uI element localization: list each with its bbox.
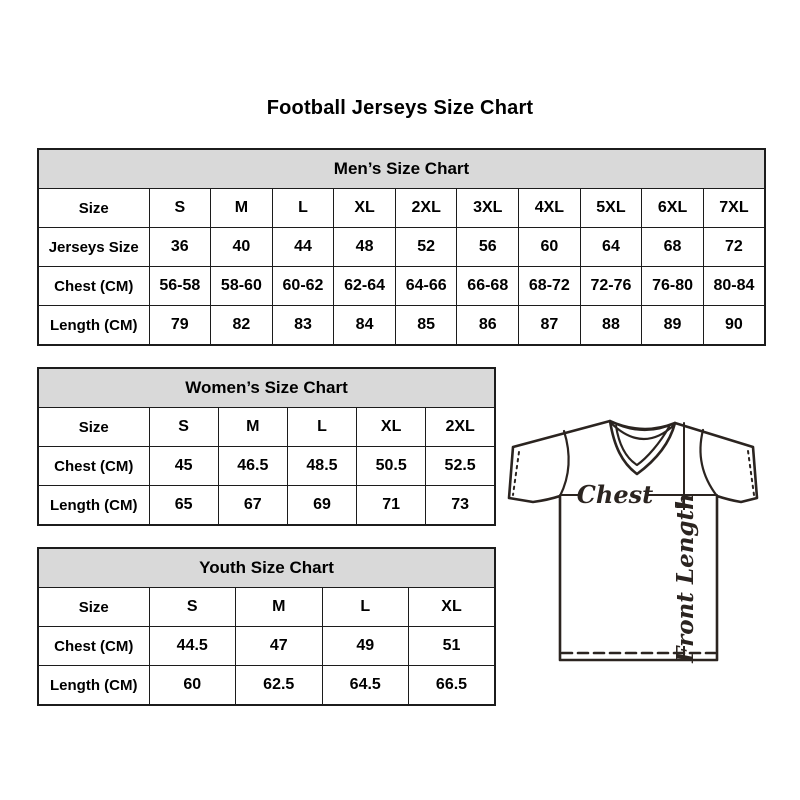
womens-table-header: Women’s Size Chart: [38, 368, 495, 408]
table-cell: 47: [236, 627, 323, 666]
table-cell: 72: [703, 228, 765, 267]
table-cell: 44.5: [149, 627, 236, 666]
table-cell: 51: [409, 627, 496, 666]
table-cell: 52.5: [426, 447, 495, 486]
table-cell: M: [236, 588, 323, 627]
table-cell: L: [322, 588, 409, 627]
table-cell: L: [272, 189, 334, 228]
table-cell: 64: [580, 228, 642, 267]
table-cell: M: [218, 408, 287, 447]
row-label: Jerseys Size: [38, 228, 149, 267]
table-cell: XL: [409, 588, 496, 627]
table-cell: 73: [426, 486, 495, 526]
table-cell: 64-66: [395, 267, 457, 306]
table-cell: 60: [519, 228, 581, 267]
row-label: Chest (CM): [38, 267, 149, 306]
jersey-measurement-diagram: [498, 406, 778, 668]
row-label: Chest (CM): [38, 627, 149, 666]
table-cell: 68-72: [519, 267, 581, 306]
table-row: [38, 267, 765, 306]
table-cell: 89: [642, 306, 704, 346]
table-row: [38, 408, 495, 447]
table-cell: 90: [703, 306, 765, 346]
table-row: [38, 228, 765, 267]
youth-size-chart-table: [37, 547, 496, 706]
youth-table-header: Youth Size Chart: [38, 548, 495, 588]
table-cell: 86: [457, 306, 519, 346]
table-cell: 56: [457, 228, 519, 267]
table-cell: 66.5: [409, 666, 496, 706]
table-row: [38, 666, 495, 706]
table-cell: 87: [519, 306, 581, 346]
table-cell: 45: [149, 447, 218, 486]
table-cell: 46.5: [218, 447, 287, 486]
table-cell: 64.5: [322, 666, 409, 706]
table-cell: S: [149, 189, 211, 228]
table-cell: 60: [149, 666, 236, 706]
table-cell: 68: [642, 228, 704, 267]
table-cell: 80-84: [703, 267, 765, 306]
table-row: [38, 588, 495, 627]
table-cell: XL: [357, 408, 426, 447]
page-title: Football Jerseys Size Chart: [266, 97, 534, 119]
table-cell: 60-62: [272, 267, 334, 306]
row-label: Length (CM): [38, 306, 149, 346]
row-label: Length (CM): [38, 666, 149, 706]
table-cell: 65: [149, 486, 218, 526]
jersey-outline: [509, 421, 757, 660]
row-label: Size: [38, 588, 149, 627]
table-cell: 72-76: [580, 267, 642, 306]
table-cell: 88: [580, 306, 642, 346]
table-cell: 5XL: [580, 189, 642, 228]
mens-table-header: Men’s Size Chart: [38, 149, 765, 189]
row-label: Length (CM): [38, 486, 149, 526]
table-cell: 44: [272, 228, 334, 267]
table-cell: L: [287, 408, 356, 447]
table-cell: 7XL: [703, 189, 765, 228]
row-label: Chest (CM): [38, 447, 149, 486]
table-cell: 6XL: [642, 189, 704, 228]
table-cell: 83: [272, 306, 334, 346]
table-cell: S: [149, 588, 236, 627]
table-cell: 69: [287, 486, 356, 526]
table-cell: 76-80: [642, 267, 704, 306]
table-cell: 4XL: [519, 189, 581, 228]
womens-size-chart-table: [37, 367, 496, 526]
table-cell: 50.5: [357, 447, 426, 486]
table-cell: 85: [395, 306, 457, 346]
table-row: [38, 627, 495, 666]
table-row: [38, 447, 495, 486]
table-cell: 58-60: [211, 267, 273, 306]
table-cell: 48: [334, 228, 396, 267]
table-cell: S: [149, 408, 218, 447]
table-cell: 62.5: [236, 666, 323, 706]
table-cell: 84: [334, 306, 396, 346]
table-row: [38, 306, 765, 346]
table-cell: 62-64: [334, 267, 396, 306]
table-cell: 79: [149, 306, 211, 346]
table-cell: 71: [357, 486, 426, 526]
row-label: Size: [38, 189, 149, 228]
row-label: Size: [38, 408, 149, 447]
table-cell: XL: [334, 189, 396, 228]
table-cell: 66-68: [457, 267, 519, 306]
table-cell: 36: [149, 228, 211, 267]
table-cell: 2XL: [395, 189, 457, 228]
table-cell: 3XL: [457, 189, 519, 228]
table-cell: 40: [211, 228, 273, 267]
chest-label: Chest: [576, 480, 654, 509]
table-cell: 52: [395, 228, 457, 267]
table-cell: 67: [218, 486, 287, 526]
table-cell: M: [211, 189, 273, 228]
table-cell: 48.5: [287, 447, 356, 486]
table-cell: 56-58: [149, 267, 211, 306]
table-cell: 49: [322, 627, 409, 666]
table-cell: 2XL: [426, 408, 495, 447]
mens-size-chart-table: [37, 148, 766, 346]
table-row: [38, 189, 765, 228]
table-row: [38, 486, 495, 526]
front-length-label: Front Length: [672, 493, 699, 663]
table-cell: 82: [211, 306, 273, 346]
